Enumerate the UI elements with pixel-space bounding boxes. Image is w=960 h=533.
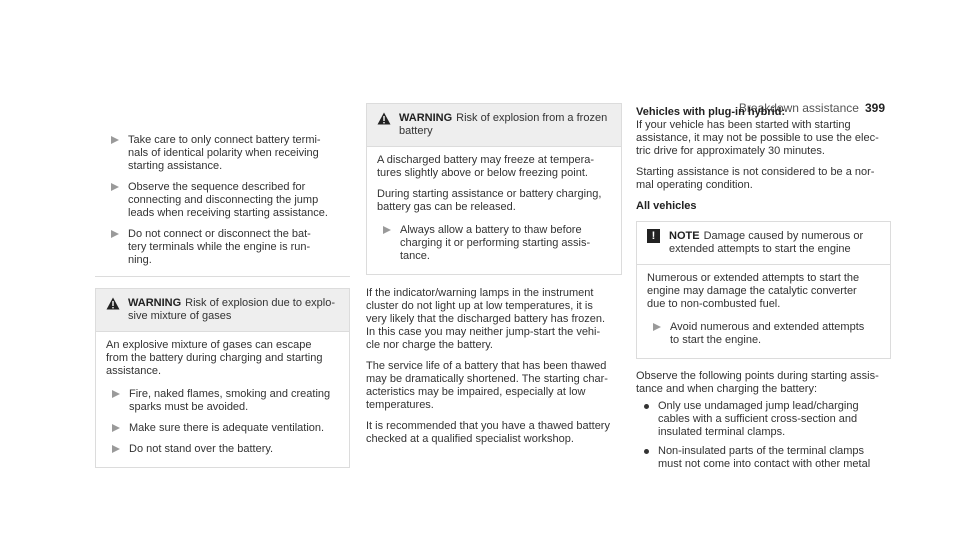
section-title: Breakdown assistance [738, 101, 859, 115]
paragraph: The service life of a battery that has been thawed may be dramatically shortened. The starting char- acteristics may be impaired, especially at low temperatures. [366, 360, 608, 411]
warning-title: Risk of explosion from a frozen battery [399, 112, 608, 137]
paragraph: If your vehicle has been started with starting assistance, it may not be possible to use the elec- tric drive for approximately 30 minutes. [636, 119, 879, 157]
heading-all-vehicles: All vehicles [636, 200, 697, 212]
instruction-step: Do not connect or disconnect the bat- tery terminals while the engine is run- ning. [105, 228, 340, 267]
warning-text: During starting assistance or battery charging, battery gas can be released. [377, 188, 602, 213]
list-item: Only use undamaged jump lead/charging cables with a sufficient cross-section and insulated terminal clamps. [636, 400, 891, 439]
warning-title: Risk of explosion due to explo- sive mixture of gases [128, 297, 335, 322]
warning-body [367, 147, 621, 274]
warning-header [96, 289, 349, 332]
arrow-right-icon [112, 445, 120, 453]
instruction-box [95, 130, 350, 277]
paragraph: If the indicator/warning lamps in the instrument cluster do not light up at low temperatures, it is very likely that the discharged battery has frozen. In this case you may neither jump-start the vehi- cle nor charge the battery. [366, 287, 606, 351]
warning-text: An explosive mixture of gases can escape from the battery during charging and starting assistance. [106, 339, 323, 377]
list-item: Non-insulated parts of the terminal clamps must not come into contact with other metal [636, 445, 891, 471]
arrow-right-icon [111, 183, 119, 191]
warning-triangle-icon [377, 112, 391, 125]
arrow-right-icon [111, 230, 119, 238]
heading-plug-in-hybrid: Vehicles with plug-in hybrid: [636, 106, 786, 118]
warning-label: WARNING [399, 112, 453, 124]
column-right [636, 106, 891, 477]
arrow-right-icon [112, 390, 120, 398]
paragraph: Starting assistance is not considered to be a nor- mal operating condition. [636, 166, 875, 191]
warning-box-explosive-gases [95, 288, 350, 468]
warning-text: A discharged battery may freeze at tempera- tures slightly above or below freezing point. [377, 154, 595, 179]
warning-step: Fire, naked flames, smoking and creating sparks must be avoided. [106, 388, 339, 414]
arrow-right-icon [653, 323, 661, 331]
bullet-icon [644, 404, 649, 409]
column-middle [366, 103, 622, 454]
note-step: Avoid numerous and extended attempts to start the engine. [647, 321, 880, 347]
warning-header [367, 104, 621, 147]
paragraph: It is recommended that you have a thawed battery checked at a qualified specialist workshop. [366, 420, 610, 445]
arrow-right-icon [383, 226, 391, 234]
note-body [637, 265, 890, 358]
arrow-right-icon [111, 136, 119, 144]
note-text: Numerous or extended attempts to start the engine may damage the catalytic converter due to non-combusted fuel. [647, 272, 860, 310]
instruction-step: Take care to only connect battery termi- nals of identical polarity when receiving starting assistance. [105, 134, 340, 173]
warning-label: WARNING [128, 297, 182, 309]
body-text [636, 359, 891, 471]
note-header [637, 222, 890, 265]
warning-step: Always allow a battery to thaw before charging it or performing starting assis- tance. [377, 224, 611, 263]
instruction-step: Observe the sequence described for connecting and disconnecting the jump leads when receiving starting assistance. [105, 181, 340, 220]
warning-step: Make sure there is adequate ventilation. [106, 422, 339, 435]
warning-body [96, 332, 349, 467]
arrow-right-icon [112, 424, 120, 432]
exclamation-icon: ! [647, 229, 660, 243]
warning-box-frozen-battery [366, 103, 622, 275]
warning-step: Do not stand over the battery. [106, 443, 339, 456]
note-box-engine-start [636, 221, 891, 359]
body-text [366, 275, 622, 446]
paragraph: Observe the following points during starting assis- tance and when charging the battery: [636, 370, 879, 395]
column-left [95, 130, 350, 468]
note-label: NOTE [669, 230, 700, 242]
warning-triangle-icon [106, 297, 120, 310]
bullet-icon [644, 449, 649, 454]
note-title: Damage caused by numerous or extended attempts to start the engine [669, 230, 864, 255]
page-number: 399 [864, 101, 885, 115]
